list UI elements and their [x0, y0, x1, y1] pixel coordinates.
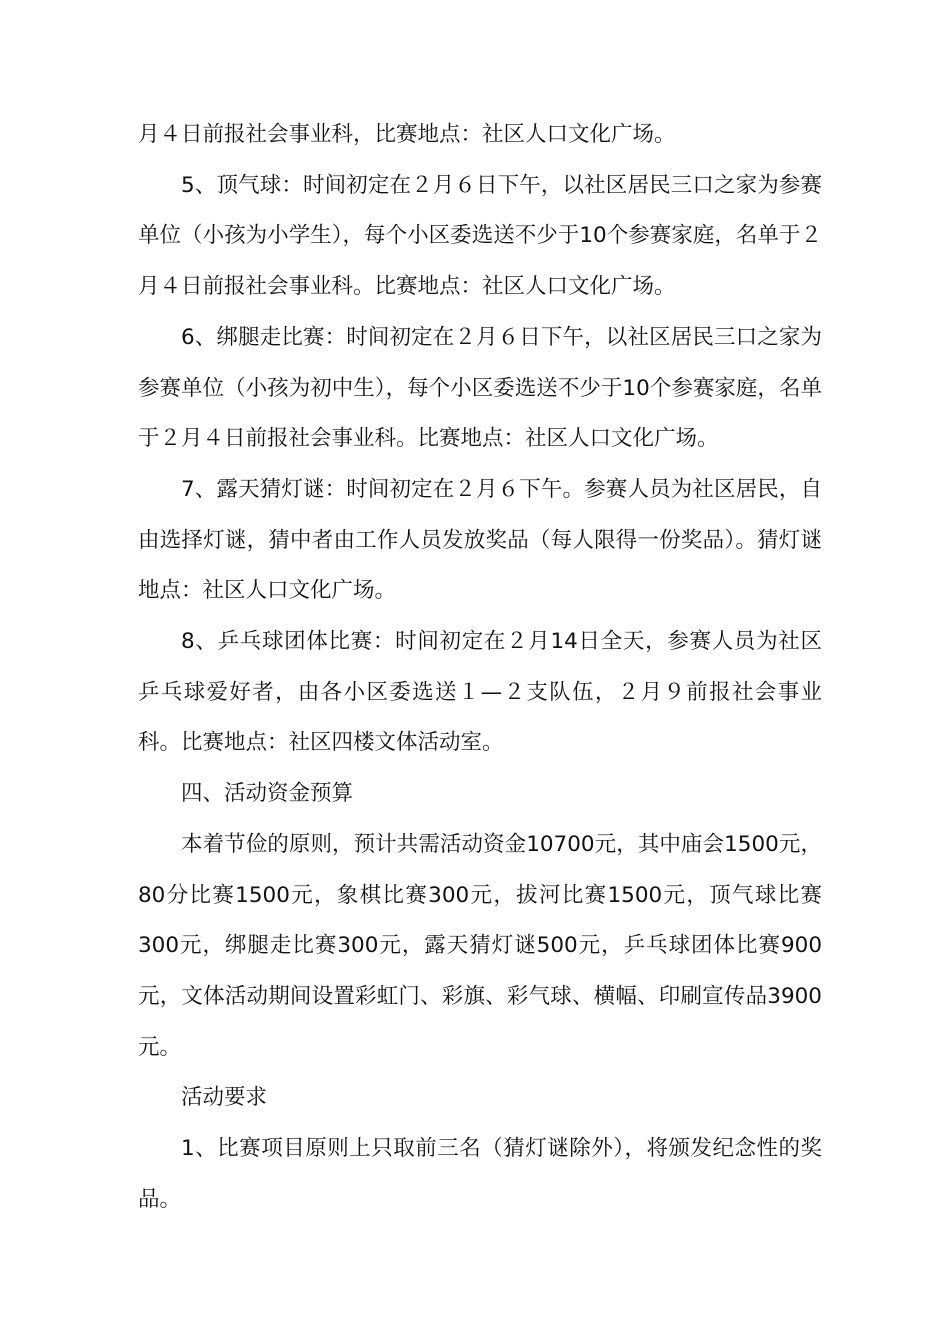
section-heading-requirements: 活动要求	[181, 1085, 268, 1111]
paragraph-requirement-1: 1、比赛项目原则上只取前三名（猜灯谜除外），将颁发纪念性的奖品。	[138, 1136, 822, 1212]
paragraph-item-6-leg-tied-walking: 6、绑腿走比赛：时间初定在２月６日下午，以社区居民三口之家为参赛单位（小孩为初中生），每个小区委选送不少于10个参赛家庭，名单于２月４日前报社会事业科。比赛地点：社区人口文化广场。	[138, 324, 822, 452]
paragraph-item-5-balloon-heading: 5、顶气球：时间初定在２月６日下午，以社区居民三口之家为参赛单位（小孩为小学生），每个小区委选送不少于10个参赛家庭，名单于２月４日前报社会事业科。比赛地点：社区人口文化广场。	[138, 172, 822, 300]
section-heading-budget: 四、活动资金预算	[181, 781, 354, 807]
paragraph-budget: 本着节俭的原则，预计共需活动资金10700元，其中庙会1500元，80分比赛1500元，象棋比赛300元，拔河比赛1500元，顶气球比赛300元，绑腿走比赛300元，露天猜灯谜500元，乒乓球团体比赛900元，文体活动期间设置彩虹门、彩旗、彩气球、横幅、印刷宣传品3900元。	[138, 831, 822, 1060]
paragraph-continued-item-4: 月４日前报社会事业科，比赛地点：社区人口文化广场。	[138, 122, 676, 147]
paragraph-item-7-lantern-riddles: 7、露天猜灯谜：时间初定在２月６下午。参赛人员为社区居民，自由选择灯谜，猜中者由工作人员发放奖品（每人限得一份奖品）。猜灯谜地点：社区人口文化广场。	[138, 476, 822, 604]
document-body	[138, 110, 822, 1225]
paragraph-item-8-table-tennis: 8、乒乓球团体比赛：时间初定在２月14日全天，参赛人员为社区乒乓球爱好者，由各小区委选送１—２支队伍，２月９前报社会事业科。比赛地点：社区四楼文体活动室。	[138, 629, 822, 756]
